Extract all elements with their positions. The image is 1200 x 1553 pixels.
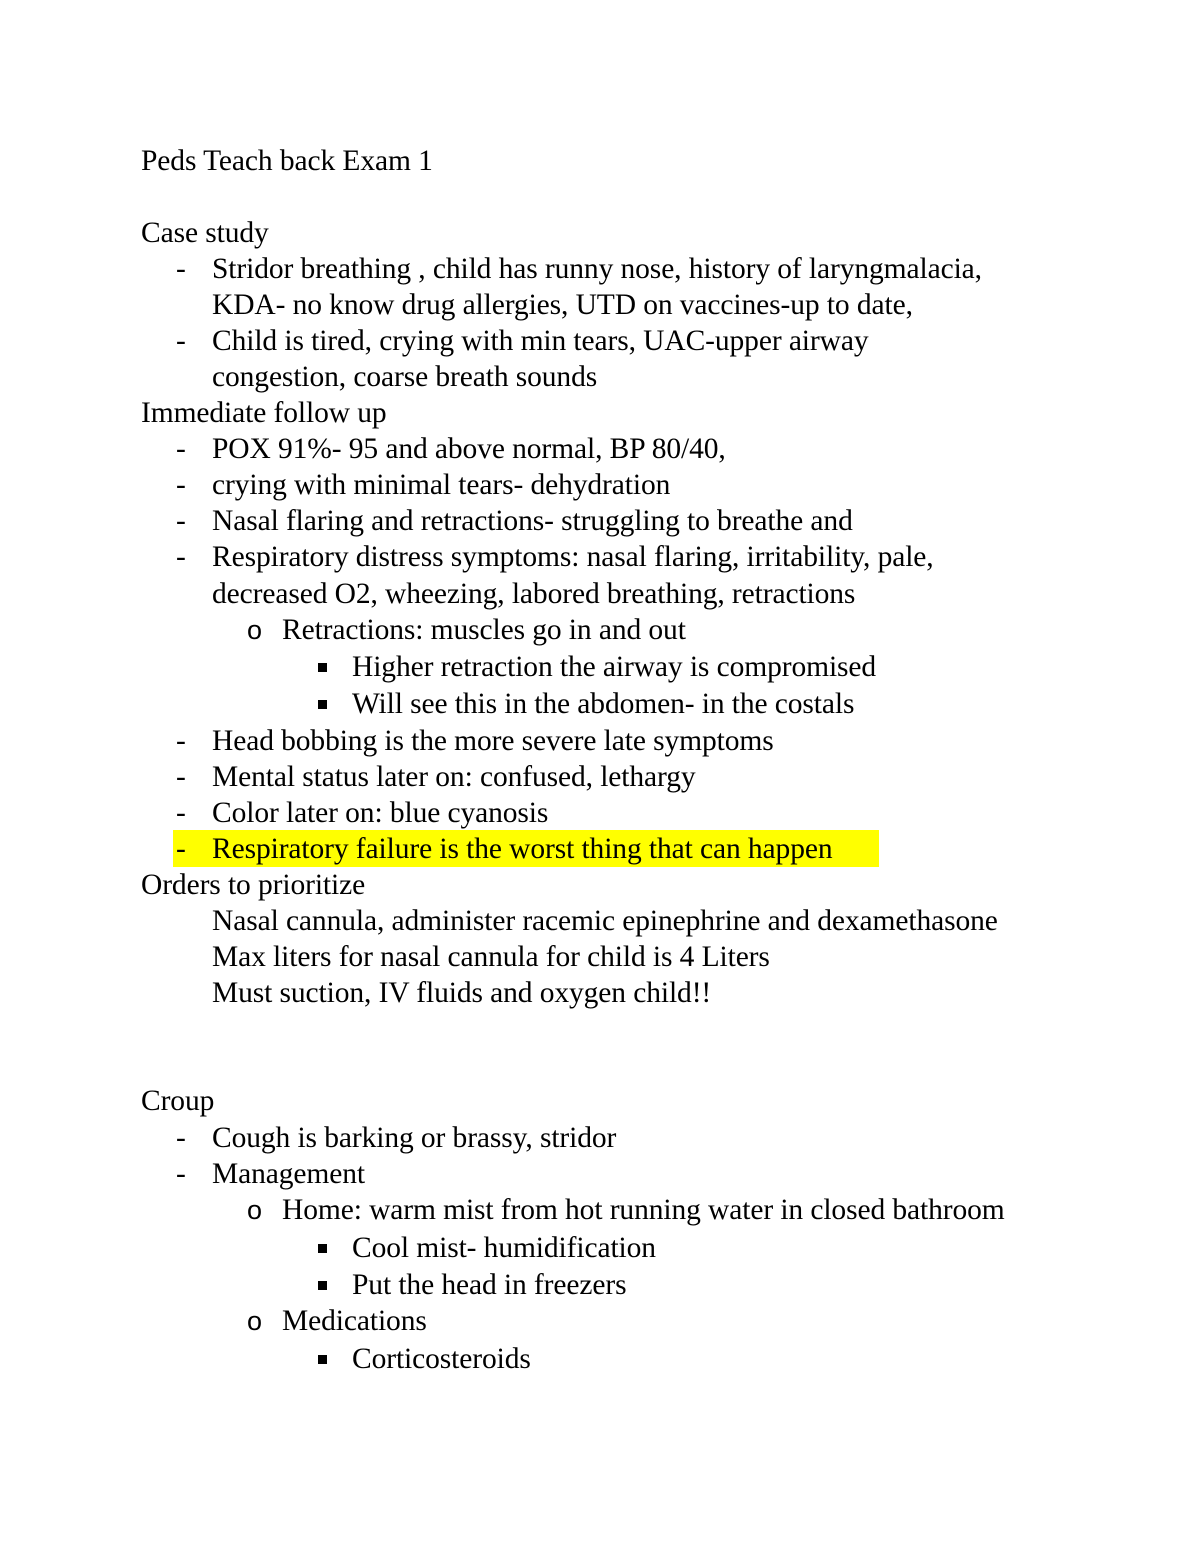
immediate-item-4-line2: decreased O2, wheezing, labored breathing, retractions [212,578,856,610]
dash-bullet: - [176,761,186,793]
croup-medications: Medications [282,1305,427,1337]
dash-bullet: - [176,1158,186,1190]
croup-item-2: Management [212,1158,365,1190]
orders-line-2: Max liters for nasal cannula for child is 4 Liters [212,941,770,973]
square-bullet [318,1244,327,1253]
dash-bullet: - [176,833,186,865]
croup-home-item-2: Put the head in freezers [352,1269,627,1301]
dash-bullet: - [176,433,186,465]
dash-bullet: - [176,725,186,757]
case-study-item-2-line2: congestion, coarse breath sounds [212,361,598,393]
orders-line-1: Nasal cannula, administer racemic epinephrine and dexamethasone [212,905,998,937]
square-bullet [318,1281,327,1290]
late-item-4-highlighted: Respiratory failure is the worst thing that can happen [212,833,833,865]
croup-home: Home: warm mist from hot running water in closed bathroom [282,1194,1005,1226]
case-study-item-1-line1: Stridor breathing , child has runny nose, history of laryngmalacia, [212,253,982,285]
dash-bullet: - [176,1122,186,1154]
dash-bullet: - [176,541,186,573]
orders-line-3: Must suction, IV fluids and oxygen child!! [212,977,712,1009]
dash-bullet: - [176,797,186,829]
immediate-item-2: crying with minimal tears- dehydration [212,469,671,501]
retractions-detail-2: Will see this in the abdomen- in the costals [352,688,855,720]
orders-heading: Orders to prioritize [141,869,366,901]
circle-bullet: o [247,1306,263,1336]
square-bullet [318,663,327,672]
immediate-item-3: Nasal flaring and retractions- struggling to breathe and [212,505,853,537]
case-study-item-2-line1: Child is tired, crying with min tears, UAC-upper airway [212,325,869,357]
late-item-1: Head bobbing is the more severe late symptoms [212,725,774,757]
croup-item-1: Cough is barking or brassy, stridor [212,1122,617,1154]
square-bullet [318,700,327,709]
croup-home-item-1: Cool mist- humidification [352,1232,656,1264]
croup-heading: Croup [141,1085,215,1117]
dash-bullet: - [176,253,186,285]
square-bullet [318,1355,327,1364]
late-item-3: Color later on: blue cyanosis [212,797,549,829]
retractions-subitem: Retractions: muscles go in and out [282,614,686,646]
dash-bullet: - [176,469,186,501]
immediate-heading: Immediate follow up [141,397,387,429]
retractions-detail-1: Higher retraction the airway is compromised [352,651,877,683]
immediate-item-4-line1: Respiratory distress symptoms: nasal flaring, irritability, pale, [212,541,934,573]
dash-bullet: - [176,505,186,537]
immediate-item-1: POX 91%- 95 and above normal, BP 80/40, [212,433,726,465]
croup-medication-item-1: Corticosteroids [352,1343,531,1375]
late-item-2: Mental status later on: confused, lethargy [212,761,696,793]
document-title: Peds Teach back Exam 1 [141,145,433,177]
case-study-heading: Case study [141,217,269,249]
circle-bullet: o [247,615,263,645]
case-study-item-1-line2: KDA- no know drug allergies, UTD on vaccines-up to date, [212,289,913,321]
circle-bullet: o [247,1195,263,1225]
dash-bullet: - [176,325,186,357]
